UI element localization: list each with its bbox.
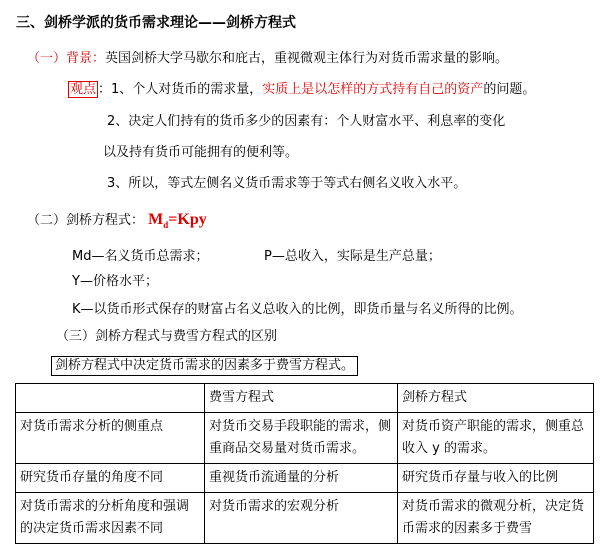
table-row [16, 493, 594, 544]
variable-md: Md—名义货币总需求； [72, 249, 209, 264]
table-cell: 研究货币存量与收入的比例 [398, 464, 594, 493]
comparison-table [15, 383, 594, 544]
viewpoint-paragraph-1 [68, 81, 535, 99]
background-label: （一）背景： [27, 51, 106, 66]
table-cell: 对货币交易手段职能的需求，侧重商品交易量对货币需求。 [205, 413, 398, 464]
viewpoint-p1-tail: 的问题。 [483, 82, 536, 97]
background-paragraph [27, 50, 508, 68]
table-row [16, 413, 594, 464]
viewpoint-paragraph-2-line-2: 以及持有货币可能拥有的便利等。 [103, 145, 299, 160]
comparison-label: （三）剑桥方程式与费雪方程式的区别 [56, 329, 278, 344]
viewpoint-p1-highlight: 实质上是以怎样的方式持有自己的资产 [262, 82, 484, 97]
table-cell: 对货币需求分析的侧重点 [16, 413, 205, 464]
table-header-cell [16, 384, 205, 413]
variable-p: P—总收入，实际是生产总量； [264, 249, 441, 264]
table-header-cell: 剑桥方程式 [398, 384, 594, 413]
table-cell: 研究货币存量的角度不同 [16, 464, 205, 493]
table-cell: 重视货币流通量的分析 [205, 464, 398, 493]
table-cell: 对货币需求的微观分析，决定货币需求的因素多于费雪 [398, 493, 594, 544]
table-cell: 对货币需求的宏观分析 [205, 493, 398, 544]
viewpoint-paragraph-2-line-1: 2、决定人们持有的货币多少的因素有：个人财富水平、利息率的变化 [107, 114, 506, 129]
variable-y: Y—价格水平； [72, 274, 158, 289]
equation-label: （二）剑桥方程式： [27, 213, 145, 228]
table-row [16, 464, 594, 493]
section-title: 三、剑桥学派的货币需求理论——剑桥方程式 [16, 15, 296, 31]
viewpoint-p1-lead: ：1、个人对货币的需求量， [98, 82, 263, 97]
table-header-cell: 费雪方程式 [205, 384, 398, 413]
table-cell: 对货币需求的分析角度和强调的决定货币需求因素不同 [16, 493, 205, 544]
viewpoint-paragraph-3: 3、所以，等式左侧名义货币需求等于等式右侧名义收入水平。 [107, 176, 467, 191]
background-text: 英国剑桥大学马歇尔和庇古，重视微观主体行为对货币需求量的影响。 [105, 51, 509, 66]
cambridge-equation: $M_d=Kpy$ [148, 211, 207, 231]
table-cell: 对货币资产职能的需求，侧重总收入 y 的需求。 [398, 413, 594, 464]
table-header-row [16, 384, 594, 413]
variable-k: K—以货币形式保存的财富占名义总收入的比例，即货币量与名义所得的比例。 [72, 302, 523, 317]
equation-line [27, 211, 207, 234]
viewpoint-label: 观点 [70, 82, 97, 97]
comparison-conclusion: 剑桥方程式中决定货币需求的因素多于费雪方程式。 [51, 356, 358, 376]
